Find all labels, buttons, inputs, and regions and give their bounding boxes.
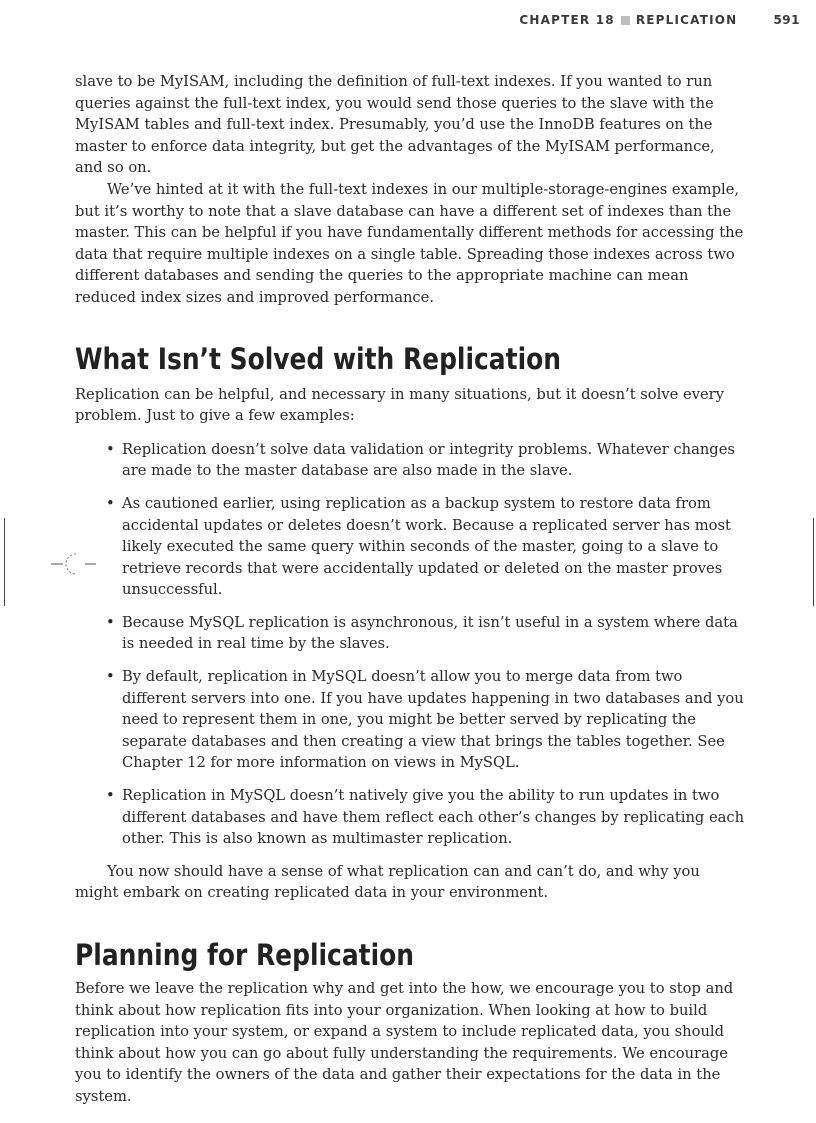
page-body [75,71,745,1108]
list-item: • As cautioned earlier, using replication as a backup system to restore data from accidental updates or deletes doesn’t work. Because a replicated server has most likely executed the same query within seconds of the master, going to a slave to retrieve records that were accidentally updated or deleted on the master proves unsuccessful. [75,493,745,601]
list-item: • By default, replication in MySQL doesn’t allow you to merge data from two different servers into one. If you have updates happening in two databases and you need to represent them in one, you might be better served by replicating the separate databases and then creating a view that brings the tables together. See Chapter 12 for more information on views in MySQL. [75,666,745,774]
list-item: • Because MySQL replication is asynchronous, it isn’t useful in a system where data is needed in real time by the slaves. [75,612,745,655]
page-number: 591 [773,13,800,27]
intro-paragraph-1: slave to be MyISAM, including the definition of full-text indexes. If you wanted to run queries against the full-text index, you would send those queries to the slave with the MyISAM tables and full-text index. Presumably, you’d use the InnoDB features on the master to enforce data integrity, but get the advantages of the MyISAM performance, and so on. [75,73,715,177]
separator-square-icon [621,16,630,25]
chapter-label: CHAPTER 18 [519,13,615,27]
section-heading-planning: Planning for Replication [75,938,415,972]
list-item: • Replication doesn’t solve data validation or integrity problems. Whatever changes are made to the master database are also made in the slave. [75,439,745,482]
intro-paragraph-2: We’ve hinted at it with the full-text indexes in our multiple-storage-engines example, but it’s worthy to note that a slave database can have a different set of indexes than the master. This can be helpful if you have fundamentally different methods for accessing the data that require multiple indexes on a single table. Spreading those indexes across two different databases and sending the queries to the appropriate machine can mean reduced index sizes and improved performance. [75,180,744,306]
limitations-list [75,439,745,850]
running-head [519,13,800,27]
section-closing-paragraph: You now should have a sense of what replication can and can’t do, and why you might embark on creating replicated data in your environment. [75,862,700,902]
planning-paragraph: Before we leave the replication why and get into the how, we encourage you to stop and think about how replication fits into your organization. When looking at how to build replication into your system, or expand a system to include replicated data, you should think about how you can go about fully understanding the requirements. We encourage you to identify the owners of the data and gather their expectations for the data in the system. [75,980,734,1105]
section-lead-paragraph: Replication can be helpful, and necessary in many situations, but it doesn’t solve every problem. Just to give a few examples: [75,385,725,425]
list-item: • Replication in MySQL doesn’t natively give you the ability to run updates in two different databases and have them reflect each other’s changes by replicating each other. This is also known as multimaster replication. [75,785,745,850]
section-heading-not-solved: What Isn’t Solved with Replication [75,341,562,376]
section-label: REPLICATION [635,13,738,27]
crop-mark-left [4,518,5,606]
crop-mark-right [813,518,814,606]
